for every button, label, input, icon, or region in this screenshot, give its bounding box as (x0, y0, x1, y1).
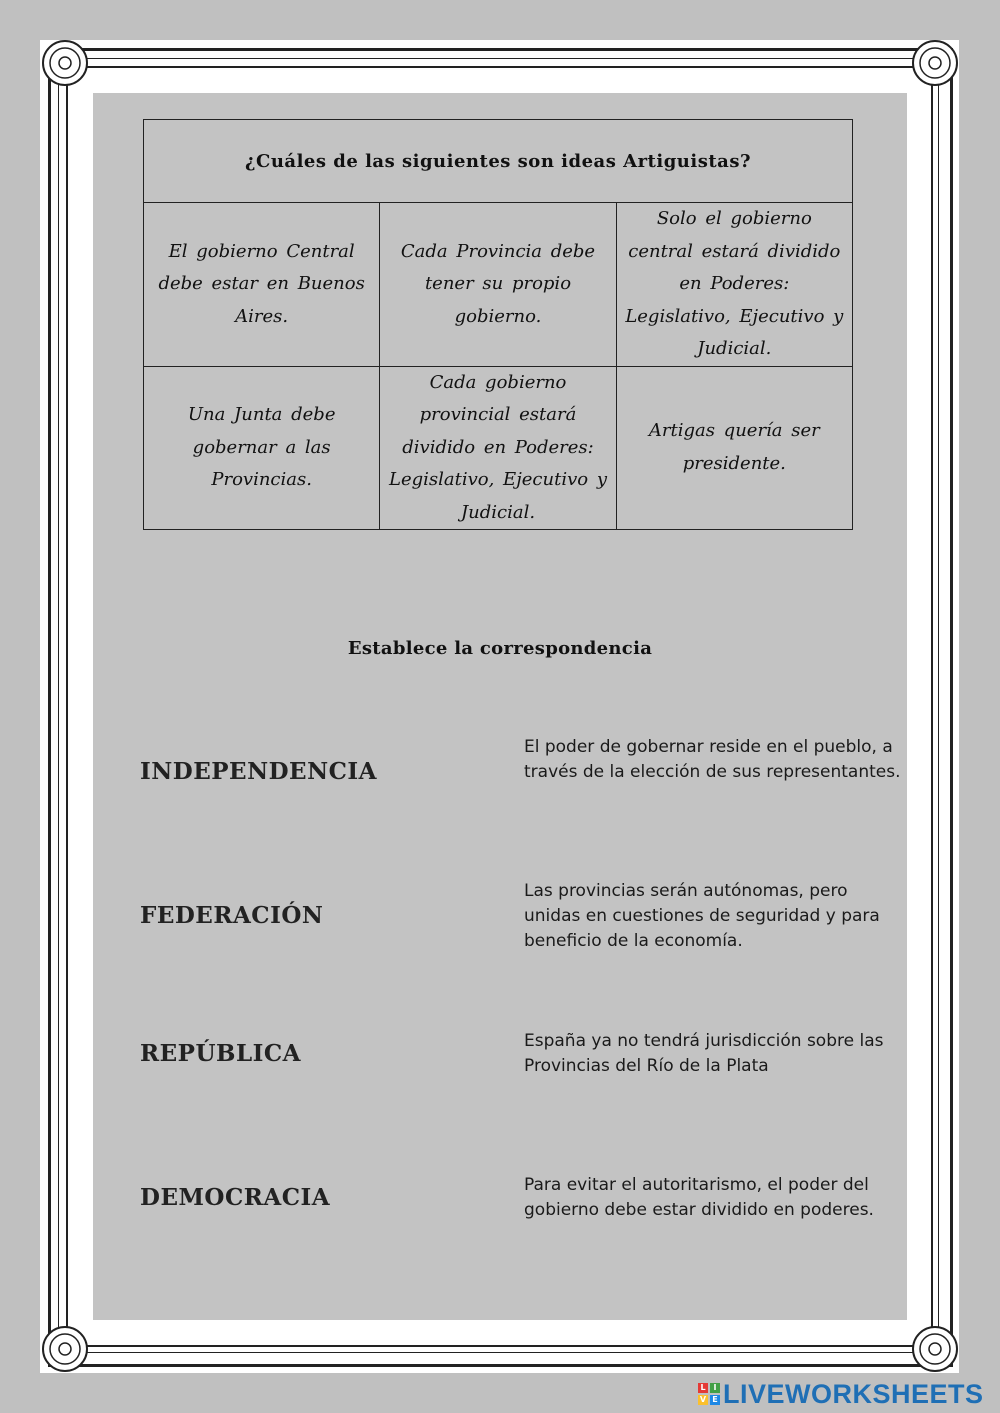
matching-title: Establece la correspondencia (347, 638, 653, 659)
definition-item[interactable]: El poder de gobernar reside en el pueblo, a través de la elección de sus representantes. (524, 737, 901, 782)
idea-cell[interactable]: Artigas quería ser presidente. (616, 366, 852, 530)
idea-cell[interactable]: El gobierno Central debe estar en Buenos Aires. (144, 203, 380, 367)
term-democracia[interactable]: DEMOCRACIA (140, 1184, 331, 1211)
idea-cell[interactable]: Cada Provincia debe tener su propio gobierno. (380, 203, 616, 367)
idea-cell[interactable]: Cada gobierno provincial estará dividido en Poderes: Legislativo, Ejecutivo y Judicial. (380, 366, 616, 530)
term-republica[interactable]: REPÚBLICA (140, 1040, 302, 1067)
logo-letter: E (710, 1395, 720, 1405)
table-question: ¿Cuáles de las siguientes son ideas Artiguistas? (144, 120, 853, 203)
corner-ornament-icon (910, 1324, 960, 1374)
logo-letter: V (699, 1395, 707, 1404)
ideas-table (143, 119, 853, 530)
term-independencia[interactable]: INDEPENDENCIA (140, 758, 378, 785)
definition-item[interactable]: Para evitar el autoritarismo, el poder del gobierno debe estar dividido en poderes. (524, 1175, 874, 1220)
logo-letter: L (698, 1383, 708, 1393)
idea-cell[interactable]: Una Junta debe gobernar a las Provincias. (144, 366, 380, 530)
table-row (144, 203, 853, 367)
definition-item[interactable]: Las provincias serán autónomas, pero unidas en cuestiones de seguridad y para beneficio de la economía. (524, 881, 880, 951)
idea-cell[interactable]: Solo el gobierno central estará dividido en Poderes: Legislativo, Ejecutivo y Judicial. (616, 203, 852, 367)
corner-ornament-icon (40, 38, 90, 88)
table-row (144, 366, 853, 530)
term-federacion[interactable]: FEDERACIÓN (140, 902, 324, 929)
logo-letter: I (710, 1383, 720, 1393)
brand-name: LIVEWORKSHEETS (723, 1378, 984, 1409)
logo-icon (698, 1383, 720, 1405)
definition-item[interactable]: España ya no tendrá jurisdicción sobre las Provincias del Río de la Plata (524, 1031, 884, 1076)
corner-ornament-icon (910, 38, 960, 88)
corner-ornament-icon (40, 1324, 90, 1374)
liveworksheets-logo (698, 1377, 984, 1411)
